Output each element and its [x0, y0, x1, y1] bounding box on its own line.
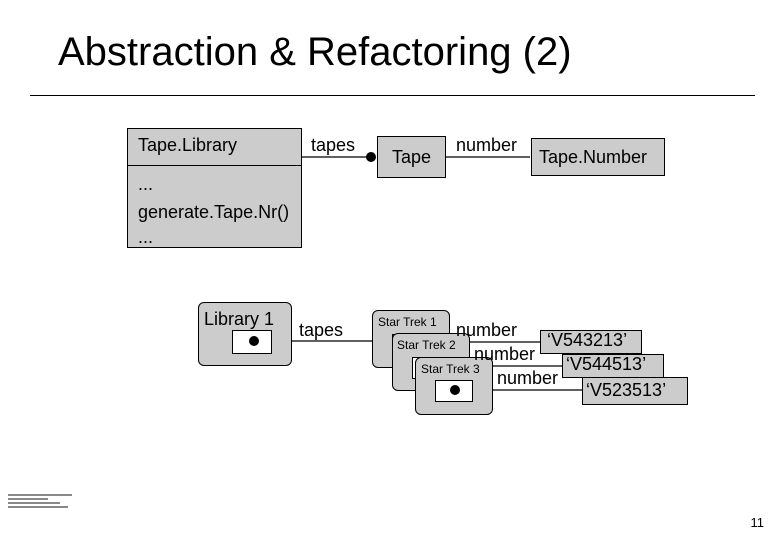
library-tapes-reference	[248, 335, 260, 347]
page-number: 11	[750, 515, 764, 530]
slide-title: Abstraction & Refactoring (2)	[58, 30, 572, 74]
tape-object-2-name: Star Trek 2	[397, 338, 456, 352]
tape-object-1-name: Star Trek 1	[378, 315, 437, 329]
tape-library-class-divider	[127, 165, 301, 166]
tape-object-3-name: Star Trek 3	[421, 362, 480, 376]
number-object-3-value: ‘V523513’	[586, 380, 667, 400]
tape-object-3-reference	[449, 384, 461, 396]
number-role-label: number	[456, 135, 518, 155]
tape-class-name: Tape	[392, 147, 432, 167]
tape-library-attributes: ...	[138, 174, 154, 194]
tape-library-class-name: Tape.Library	[138, 135, 238, 155]
tape-object-1-link-label: number	[456, 320, 518, 340]
tapes-role-label: tapes	[311, 135, 356, 155]
number-object-2-value: ‘V544513’	[566, 354, 647, 374]
tape-library-operation: generate.Tape.Nr()	[138, 202, 290, 222]
number-object-1-value: ‘V543213’	[547, 330, 628, 350]
tape-object-2-link-label: number	[474, 344, 536, 364]
tape-object-3-link-label: number	[497, 368, 559, 388]
library-object-name: Library 1	[204, 309, 275, 329]
tape-library-more-operations: ...	[138, 227, 154, 247]
library-tapes-link-label: tapes	[299, 320, 344, 340]
tape-number-class-name: Tape.Number	[539, 147, 648, 167]
footer-stamp	[8, 492, 76, 512]
aggregation-dot	[366, 152, 376, 162]
